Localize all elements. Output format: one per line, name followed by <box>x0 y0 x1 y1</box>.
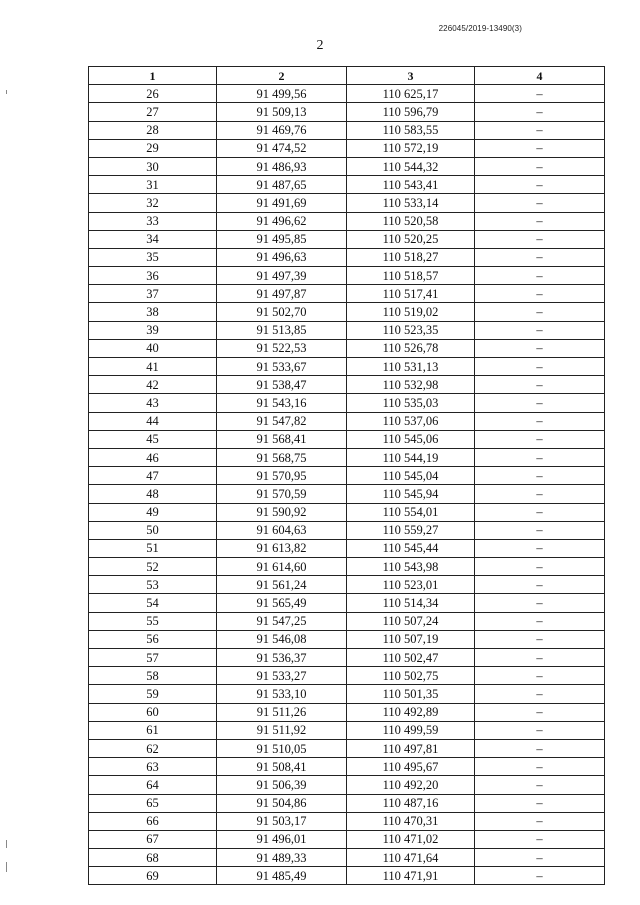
table-row <box>89 685 605 703</box>
table-cell: – <box>475 467 605 485</box>
margin-mark <box>6 840 7 848</box>
table-cell: 60 <box>89 703 217 721</box>
table-cell: 91 497,39 <box>217 267 347 285</box>
table-cell: 110 471,91 <box>347 867 475 885</box>
table-row <box>89 758 605 776</box>
table-cell: 49 <box>89 503 217 521</box>
table-row <box>89 630 605 648</box>
table-cell: – <box>475 139 605 157</box>
table-cell: 110 523,35 <box>347 321 475 339</box>
column-header: 3 <box>347 67 475 85</box>
table-cell: 91 536,37 <box>217 649 347 667</box>
table-cell: – <box>475 721 605 739</box>
table-cell: – <box>475 448 605 466</box>
table-row <box>89 776 605 794</box>
table-cell: 91 570,95 <box>217 467 347 485</box>
table-cell: 91 547,82 <box>217 412 347 430</box>
table-cell: 110 583,55 <box>347 121 475 139</box>
table-cell: – <box>475 776 605 794</box>
table-cell: – <box>475 103 605 121</box>
table-cell: 66 <box>89 812 217 830</box>
table-row <box>89 121 605 139</box>
table-row <box>89 739 605 757</box>
table-cell: – <box>475 412 605 430</box>
table-cell: 110 543,98 <box>347 558 475 576</box>
table-cell: 91 491,69 <box>217 194 347 212</box>
table-cell: – <box>475 358 605 376</box>
table-cell: 110 487,16 <box>347 794 475 812</box>
table-cell: – <box>475 703 605 721</box>
table-cell: 26 <box>89 85 217 103</box>
table-row <box>89 303 605 321</box>
table-cell: 91 496,62 <box>217 212 347 230</box>
table-row <box>89 230 605 248</box>
table-cell: – <box>475 594 605 612</box>
table-cell: 91 590,92 <box>217 503 347 521</box>
table-cell: 62 <box>89 739 217 757</box>
table-cell: 91 486,93 <box>217 157 347 175</box>
table-cell: 110 495,67 <box>347 758 475 776</box>
table-cell: – <box>475 339 605 357</box>
table-cell: 54 <box>89 594 217 612</box>
table-cell: 37 <box>89 285 217 303</box>
table-cell: 110 499,59 <box>347 721 475 739</box>
table-cell: – <box>475 430 605 448</box>
table-cell: 110 543,41 <box>347 176 475 194</box>
table-cell: 42 <box>89 376 217 394</box>
table-cell: – <box>475 303 605 321</box>
table-cell: 58 <box>89 667 217 685</box>
table-cell: – <box>475 85 605 103</box>
table-cell: 43 <box>89 394 217 412</box>
table-cell: 53 <box>89 576 217 594</box>
table-row <box>89 794 605 812</box>
table-cell: 110 520,25 <box>347 230 475 248</box>
table-cell: 110 526,78 <box>347 339 475 357</box>
table-cell: 28 <box>89 121 217 139</box>
table-row <box>89 358 605 376</box>
table-row <box>89 103 605 121</box>
table-cell: 91 543,16 <box>217 394 347 412</box>
table-cell: 110 519,02 <box>347 303 475 321</box>
table-cell: 110 518,57 <box>347 267 475 285</box>
table-cell: – <box>475 521 605 539</box>
table-cell: 110 535,03 <box>347 394 475 412</box>
table-cell: 91 547,25 <box>217 612 347 630</box>
table-cell: 31 <box>89 176 217 194</box>
page-number: 2 <box>316 38 324 53</box>
table-cell: – <box>475 867 605 885</box>
table-cell: 91 511,26 <box>217 703 347 721</box>
table-cell: 91 604,63 <box>217 521 347 539</box>
column-header: 1 <box>89 67 217 85</box>
table-cell: 110 507,19 <box>347 630 475 648</box>
table-cell: 110 554,01 <box>347 503 475 521</box>
table-cell: 91 513,85 <box>217 321 347 339</box>
table-cell: 36 <box>89 267 217 285</box>
table-cell: 110 514,34 <box>347 594 475 612</box>
table-row <box>89 503 605 521</box>
table-cell: 110 471,64 <box>347 849 475 867</box>
table-row <box>89 285 605 303</box>
table-cell: 91 474,52 <box>217 139 347 157</box>
table-cell: 91 561,24 <box>217 576 347 594</box>
table-cell: 110 532,98 <box>347 376 475 394</box>
table-row <box>89 248 605 266</box>
table-row <box>89 448 605 466</box>
table-cell: 27 <box>89 103 217 121</box>
table-cell: 39 <box>89 321 217 339</box>
table-cell: 91 509,13 <box>217 103 347 121</box>
table-body <box>89 85 605 885</box>
column-header: 4 <box>475 67 605 85</box>
table-cell: 91 546,08 <box>217 630 347 648</box>
table-cell: – <box>475 667 605 685</box>
table-cell: – <box>475 849 605 867</box>
table-cell: 40 <box>89 339 217 357</box>
table-row <box>89 85 605 103</box>
table-cell: 91 469,76 <box>217 121 347 139</box>
table-cell: 110 545,44 <box>347 539 475 557</box>
margin-mark <box>6 862 7 872</box>
document-id: 226045/2019-13490(3) <box>438 24 522 33</box>
table-cell: 110 497,81 <box>347 739 475 757</box>
table-cell: 91 485,49 <box>217 867 347 885</box>
table-cell: 91 568,41 <box>217 430 347 448</box>
table-row <box>89 212 605 230</box>
table-cell: 57 <box>89 649 217 667</box>
table-row <box>89 157 605 175</box>
table-cell: 47 <box>89 467 217 485</box>
table-cell: 64 <box>89 776 217 794</box>
table-cell: 110 533,14 <box>347 194 475 212</box>
table-cell: 29 <box>89 139 217 157</box>
table-cell: – <box>475 485 605 503</box>
table-cell: 110 596,79 <box>347 103 475 121</box>
table-cell: 110 471,02 <box>347 830 475 848</box>
table-cell: 46 <box>89 448 217 466</box>
table-row <box>89 849 605 867</box>
table-cell: – <box>475 248 605 266</box>
table-row <box>89 485 605 503</box>
table-cell: – <box>475 176 605 194</box>
table-row <box>89 267 605 285</box>
table-cell: 91 568,75 <box>217 448 347 466</box>
table-cell: 110 518,27 <box>347 248 475 266</box>
table-row <box>89 721 605 739</box>
table-cell: 110 502,75 <box>347 667 475 685</box>
table-cell: – <box>475 394 605 412</box>
table-cell: 41 <box>89 358 217 376</box>
table-cell: 110 531,13 <box>347 358 475 376</box>
table-cell: – <box>475 758 605 776</box>
table-cell: 91 570,59 <box>217 485 347 503</box>
table-cell: 68 <box>89 849 217 867</box>
table-cell: 56 <box>89 630 217 648</box>
table-row <box>89 467 605 485</box>
table-cell: – <box>475 558 605 576</box>
table-cell: 110 492,89 <box>347 703 475 721</box>
table-cell: 50 <box>89 521 217 539</box>
table-cell: 69 <box>89 867 217 885</box>
table-cell: 91 497,87 <box>217 285 347 303</box>
table-cell: 110 545,06 <box>347 430 475 448</box>
table-cell: – <box>475 830 605 848</box>
table-row <box>89 412 605 430</box>
table-row <box>89 394 605 412</box>
table-row <box>89 176 605 194</box>
table-cell: 91 487,65 <box>217 176 347 194</box>
table-cell: 30 <box>89 157 217 175</box>
table-row <box>89 576 605 594</box>
table-cell: 91 496,01 <box>217 830 347 848</box>
table-cell: – <box>475 503 605 521</box>
table-row <box>89 612 605 630</box>
table-cell: 91 496,63 <box>217 248 347 266</box>
table-cell: – <box>475 267 605 285</box>
table-cell: – <box>475 194 605 212</box>
table-cell: 110 520,58 <box>347 212 475 230</box>
table-cell: – <box>475 212 605 230</box>
table-cell: 110 492,20 <box>347 776 475 794</box>
table-cell: 91 565,49 <box>217 594 347 612</box>
table-cell: – <box>475 630 605 648</box>
table-cell: 110 545,04 <box>347 467 475 485</box>
table-cell: 110 537,06 <box>347 412 475 430</box>
table-row <box>89 667 605 685</box>
table-cell: 38 <box>89 303 217 321</box>
table-header-row <box>89 67 605 85</box>
table-cell: 65 <box>89 794 217 812</box>
table-row <box>89 430 605 448</box>
table-cell: 91 504,86 <box>217 794 347 812</box>
table-cell: – <box>475 539 605 557</box>
table-cell: 91 613,82 <box>217 539 347 557</box>
table-cell: 61 <box>89 721 217 739</box>
table-cell: – <box>475 649 605 667</box>
table-row <box>89 539 605 557</box>
table-cell: 110 517,41 <box>347 285 475 303</box>
table-row <box>89 867 605 885</box>
table-cell: – <box>475 121 605 139</box>
table-cell: 34 <box>89 230 217 248</box>
table-cell: 33 <box>89 212 217 230</box>
table-cell: 91 538,47 <box>217 376 347 394</box>
table-row <box>89 812 605 830</box>
table-cell: 110 545,94 <box>347 485 475 503</box>
margin-mark <box>6 90 7 94</box>
table-cell: 91 511,92 <box>217 721 347 739</box>
table-cell: 110 507,24 <box>347 612 475 630</box>
table-row <box>89 703 605 721</box>
table-cell: 110 544,19 <box>347 448 475 466</box>
table-row <box>89 376 605 394</box>
column-header: 2 <box>217 67 347 85</box>
table-row <box>89 194 605 212</box>
table-row <box>89 321 605 339</box>
table-cell: 44 <box>89 412 217 430</box>
table-cell: 110 501,35 <box>347 685 475 703</box>
table-cell: 91 499,56 <box>217 85 347 103</box>
table-cell: 91 503,17 <box>217 812 347 830</box>
table-cell: – <box>475 612 605 630</box>
coordinates-table <box>88 66 605 885</box>
table-cell: 110 523,01 <box>347 576 475 594</box>
table-cell: – <box>475 321 605 339</box>
table-cell: 91 502,70 <box>217 303 347 321</box>
table-cell: – <box>475 739 605 757</box>
table-row <box>89 558 605 576</box>
table-row <box>89 649 605 667</box>
table-cell: 110 572,19 <box>347 139 475 157</box>
table-cell: 32 <box>89 194 217 212</box>
table-cell: 45 <box>89 430 217 448</box>
table-cell: – <box>475 812 605 830</box>
table-cell: – <box>475 794 605 812</box>
table-cell: 48 <box>89 485 217 503</box>
table-cell: 55 <box>89 612 217 630</box>
table-row <box>89 594 605 612</box>
table-cell: 91 614,60 <box>217 558 347 576</box>
table-cell: – <box>475 576 605 594</box>
table-cell: – <box>475 685 605 703</box>
table-cell: 91 508,41 <box>217 758 347 776</box>
table-cell: 110 625,17 <box>347 85 475 103</box>
table-cell: 67 <box>89 830 217 848</box>
table-cell: 110 470,31 <box>347 812 475 830</box>
table-cell: 91 533,10 <box>217 685 347 703</box>
table-cell: 91 533,27 <box>217 667 347 685</box>
table-row <box>89 339 605 357</box>
table-cell: 110 502,47 <box>347 649 475 667</box>
table-cell: 91 495,85 <box>217 230 347 248</box>
table-cell: 35 <box>89 248 217 266</box>
table-cell: 52 <box>89 558 217 576</box>
table-cell: 91 533,67 <box>217 358 347 376</box>
table-row <box>89 830 605 848</box>
table-row <box>89 521 605 539</box>
table-cell: – <box>475 376 605 394</box>
table-cell: 91 506,39 <box>217 776 347 794</box>
table-cell: 110 559,27 <box>347 521 475 539</box>
table-cell: – <box>475 230 605 248</box>
table-cell: – <box>475 157 605 175</box>
table-cell: 51 <box>89 539 217 557</box>
table-cell: 91 522,53 <box>217 339 347 357</box>
table-row <box>89 139 605 157</box>
table-cell: 110 544,32 <box>347 157 475 175</box>
table-cell: 59 <box>89 685 217 703</box>
table-cell: 91 489,33 <box>217 849 347 867</box>
table-cell: – <box>475 285 605 303</box>
table-cell: 63 <box>89 758 217 776</box>
table-cell: 91 510,05 <box>217 739 347 757</box>
